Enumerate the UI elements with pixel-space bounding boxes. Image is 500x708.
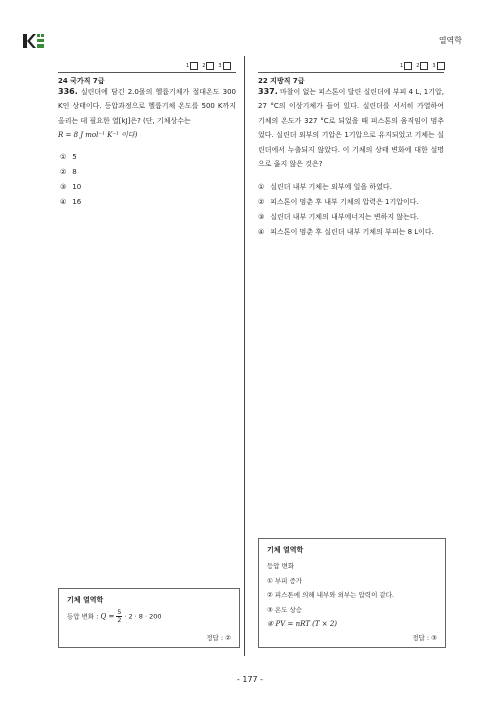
question-source: 24 국가직 7급 [58,77,105,85]
question-337 [258,85,444,171]
option-2[interactable]: ② 8 [60,168,77,176]
header-rule [258,72,444,73]
review-check-1[interactable]: 1 [400,62,412,70]
solution-title: 기체 열역학 [67,596,104,604]
option-4[interactable]: ④ 피스톤이 멈춘 후 실린더 내부 기체의 부피는 8 L이다. [258,228,434,236]
options-337 [258,180,434,240]
solution-answer: 정답 : ② [206,634,231,642]
solution-title: 기체 열역학 [267,546,304,554]
review-check-3[interactable]: 3 [218,62,230,70]
question-336 [58,85,236,143]
solution-line: ② 피스톤에 의해 내부와 외부는 압력이 같다. [267,591,395,599]
solution-line: ③ 온도 상승 [267,605,303,614]
column-divider [244,56,245,656]
solution-line: ① 부피 증가 [267,576,303,585]
question-number: 337. [258,87,278,96]
review-checkboxes [186,62,231,70]
option-1[interactable]: ① 5 [60,153,77,161]
publisher-logo [22,30,46,50]
question-text: 마찰이 없는 피스톤이 달린 실린더에 부피 4 L, 1기압, 27 °C의 이상기체가 들어 있다. 실린더를 서서히 가열하여 기체의 온도가 327 °C로 되었을 때 피스톤의 움직임이 멈추었다. 실린더 외부의 기압은 1기압으로 유지되었고 기체는 실린더에서 누출되지 않았다. 이 기체의 상태 변화에 대한 설명으로 옳지 않은 것은? [258,88,444,169]
review-check-3[interactable]: 3 [432,62,444,70]
solution-q: Q = [100,612,115,621]
option-2[interactable]: ② 피스톤이 멈춘 후 내부 기체의 압력은 1기압이다. [258,198,419,206]
page-number: - 177 - [236,675,264,684]
options-336 [60,150,81,210]
solution-body [267,559,394,632]
question-source: 22 지방직 7급 [258,77,305,85]
solution-fraction: $\frac{5}{2}$ [117,609,122,624]
question-text: 실린더에 담긴 2.0몰의 헬륨기체가 절대온도 300 K인 상태이다. 등압과정으로 헬륨기체 온도를 500 K까지 올리는 데 필요한 열[kJ]은? (단, 기체상수는 [58,88,236,125]
solution-line: ④ PV = nRT (T × 2) [267,620,338,628]
review-check-2[interactable]: 2 [416,62,428,70]
solution-answer: 정답 : ③ [412,634,437,642]
review-checkboxes [400,62,445,70]
option-4[interactable]: ④ 16 [60,198,82,206]
review-check-2[interactable]: 2 [202,62,214,70]
solution-line: 등압 변화 [267,562,295,570]
solution-box-337 [258,538,446,648]
header-rule [58,72,236,73]
chapter-title: 열역학 [438,36,462,45]
gas-constant: R = 8 J mol⁻¹ K⁻¹ 이다) [58,131,138,140]
review-check-1[interactable]: 1 [186,62,198,70]
solution-box-336 [58,588,240,648]
option-3[interactable]: ③ 실린더 내부 기체의 내부에너지는 변하지 않는다. [258,213,419,221]
question-number: 336. [58,87,78,96]
option-1[interactable]: ① 실린더 내부 기체는 외부에 일을 하였다. [258,183,392,191]
solution-expression: · 2 · 8 · 200 [124,612,162,621]
solution-body [67,609,162,624]
option-3[interactable]: ③ 10 [60,183,82,191]
solution-label: 등압 변화 : [67,612,101,621]
